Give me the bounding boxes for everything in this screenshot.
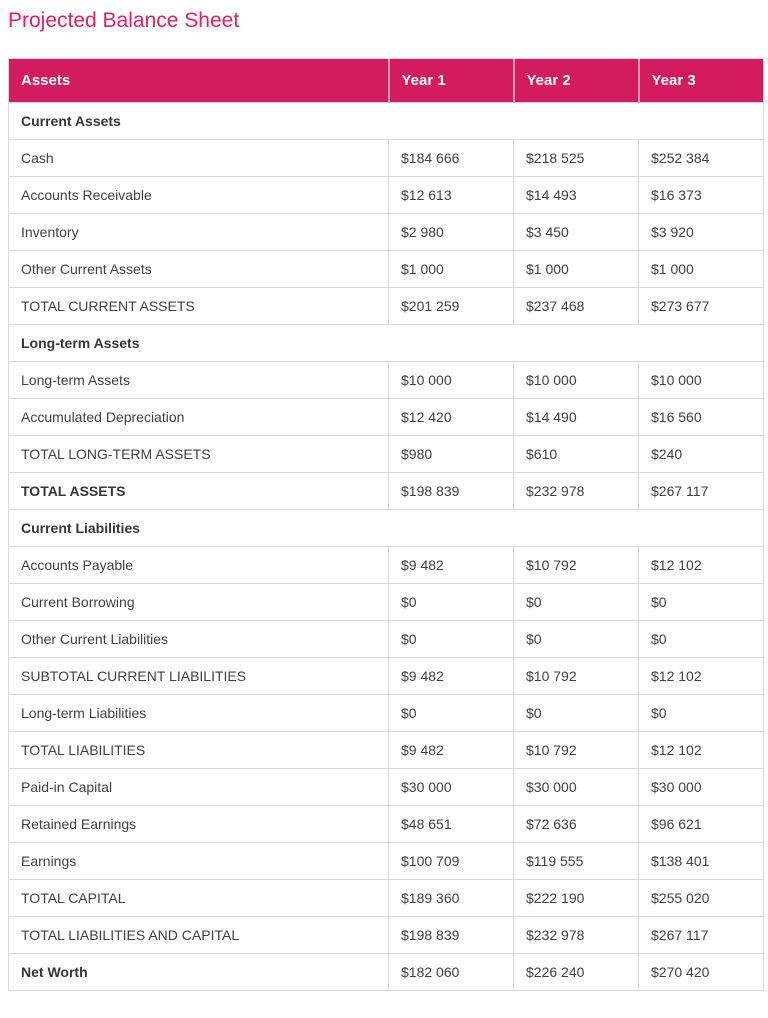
- row-label: Other Current Liabilities: [9, 621, 389, 658]
- section-label: Current Liabilities: [9, 510, 764, 547]
- cell-value: $72 636: [514, 806, 639, 843]
- page-title: Projected Balance Sheet: [8, 9, 240, 32]
- cell-value: $240: [639, 436, 764, 473]
- cell-value: $198 839: [389, 917, 514, 954]
- cell-value: $12 613: [389, 177, 514, 214]
- cell-value: $10 000: [389, 362, 514, 399]
- row-label: Current Borrowing: [9, 584, 389, 621]
- cell-value: $267 117: [639, 917, 764, 954]
- cell-value: $0: [514, 695, 639, 732]
- cell-value: $10 000: [514, 362, 639, 399]
- section-row: [9, 510, 764, 547]
- cell-value: $3 920: [639, 214, 764, 251]
- cell-value: $252 384: [639, 140, 764, 177]
- column-header-year2: Year 2: [514, 59, 639, 103]
- row-label: Retained Earnings: [9, 806, 389, 843]
- table-row: [9, 621, 764, 658]
- cell-value: $9 482: [389, 658, 514, 695]
- column-header-assets: Assets: [9, 59, 389, 103]
- cell-value: $30 000: [639, 769, 764, 806]
- cell-value: $16 560: [639, 399, 764, 436]
- row-label: Earnings: [9, 843, 389, 880]
- table-row: [9, 473, 764, 510]
- cell-value: $10 000: [639, 362, 764, 399]
- row-label: Other Current Assets: [9, 251, 389, 288]
- cell-value: $237 468: [514, 288, 639, 325]
- cell-value: $30 000: [389, 769, 514, 806]
- cell-value: $182 060: [389, 954, 514, 991]
- cell-value: $12 102: [639, 658, 764, 695]
- section-row: [9, 325, 764, 362]
- table-row: [9, 288, 764, 325]
- cell-value: $138 401: [639, 843, 764, 880]
- cell-value: $0: [639, 621, 764, 658]
- cell-value: $10 792: [514, 547, 639, 584]
- cell-value: $0: [639, 584, 764, 621]
- table-row: [9, 732, 764, 769]
- table-row: [9, 658, 764, 695]
- cell-value: $189 360: [389, 880, 514, 917]
- cell-value: $9 482: [389, 732, 514, 769]
- table-row: [9, 917, 764, 954]
- cell-value: $10 792: [514, 732, 639, 769]
- cell-value: $232 978: [514, 473, 639, 510]
- header-row: [9, 59, 764, 103]
- cell-value: $12 420: [389, 399, 514, 436]
- section-label: Long-term Assets: [9, 325, 764, 362]
- cell-value: $0: [389, 621, 514, 658]
- cell-value: $0: [639, 695, 764, 732]
- cell-value: $198 839: [389, 473, 514, 510]
- cell-value: $12 102: [639, 732, 764, 769]
- cell-value: $1 000: [639, 251, 764, 288]
- cell-value: $48 651: [389, 806, 514, 843]
- table-row: [9, 954, 764, 991]
- cell-value: $0: [514, 584, 639, 621]
- row-label: Accounts Receivable: [9, 177, 389, 214]
- row-label: TOTAL LONG-TERM ASSETS: [9, 436, 389, 473]
- row-label: SUBTOTAL CURRENT LIABILITIES: [9, 658, 389, 695]
- cell-value: $980: [389, 436, 514, 473]
- table-row: [9, 843, 764, 880]
- cell-value: $12 102: [639, 547, 764, 584]
- cell-value: $273 677: [639, 288, 764, 325]
- section-row: [9, 103, 764, 140]
- row-label: Long-term Liabilities: [9, 695, 389, 732]
- cell-value: $610: [514, 436, 639, 473]
- section-label: Current Assets: [9, 103, 764, 140]
- row-label: Paid-in Capital: [9, 769, 389, 806]
- cell-value: $119 555: [514, 843, 639, 880]
- cell-value: $0: [389, 584, 514, 621]
- row-label: TOTAL LIABILITIES AND CAPITAL: [9, 917, 389, 954]
- cell-value: $1 000: [389, 251, 514, 288]
- table-body: [9, 103, 764, 991]
- cell-value: $3 450: [514, 214, 639, 251]
- cell-value: $100 709: [389, 843, 514, 880]
- table-row: [9, 140, 764, 177]
- table-row: [9, 547, 764, 584]
- row-label: TOTAL ASSETS: [9, 473, 389, 510]
- row-label: TOTAL LIABILITIES: [9, 732, 389, 769]
- row-label: Net Worth: [9, 954, 389, 991]
- column-header-year3: Year 3: [639, 59, 764, 103]
- table-row: [9, 251, 764, 288]
- table-row: [9, 695, 764, 732]
- row-label: Long-term Assets: [9, 362, 389, 399]
- cell-value: $9 482: [389, 547, 514, 584]
- table-header: [9, 59, 764, 103]
- table-row: [9, 806, 764, 843]
- row-label: Accounts Payable: [9, 547, 389, 584]
- cell-value: $0: [514, 621, 639, 658]
- table-row: [9, 769, 764, 806]
- cell-value: $1 000: [514, 251, 639, 288]
- cell-value: $184 666: [389, 140, 514, 177]
- cell-value: $267 117: [639, 473, 764, 510]
- row-label: Inventory: [9, 214, 389, 251]
- table-row: [9, 399, 764, 436]
- row-label: TOTAL CURRENT ASSETS: [9, 288, 389, 325]
- cell-value: $2 980: [389, 214, 514, 251]
- cell-value: $226 240: [514, 954, 639, 991]
- row-label: Cash: [9, 140, 389, 177]
- cell-value: $14 493: [514, 177, 639, 214]
- table-row: [9, 177, 764, 214]
- cell-value: $201 259: [389, 288, 514, 325]
- cell-value: $255 020: [639, 880, 764, 917]
- cell-value: $10 792: [514, 658, 639, 695]
- cell-value: $96 621: [639, 806, 764, 843]
- row-label: TOTAL CAPITAL: [9, 880, 389, 917]
- cell-value: $270 420: [639, 954, 764, 991]
- column-header-year1: Year 1: [389, 59, 514, 103]
- cell-value: $14 490: [514, 399, 639, 436]
- table-row: [9, 880, 764, 917]
- cell-value: $16 373: [639, 177, 764, 214]
- row-label: Accumulated Depreciation: [9, 399, 389, 436]
- cell-value: $218 525: [514, 140, 639, 177]
- table-row: [9, 436, 764, 473]
- balance-sheet-table: [8, 58, 764, 991]
- cell-value: $222 190: [514, 880, 639, 917]
- table-row: [9, 362, 764, 399]
- table-row: [9, 214, 764, 251]
- table-row: [9, 584, 764, 621]
- cell-value: $232 978: [514, 917, 639, 954]
- cell-value: $30 000: [514, 769, 639, 806]
- cell-value: $0: [389, 695, 514, 732]
